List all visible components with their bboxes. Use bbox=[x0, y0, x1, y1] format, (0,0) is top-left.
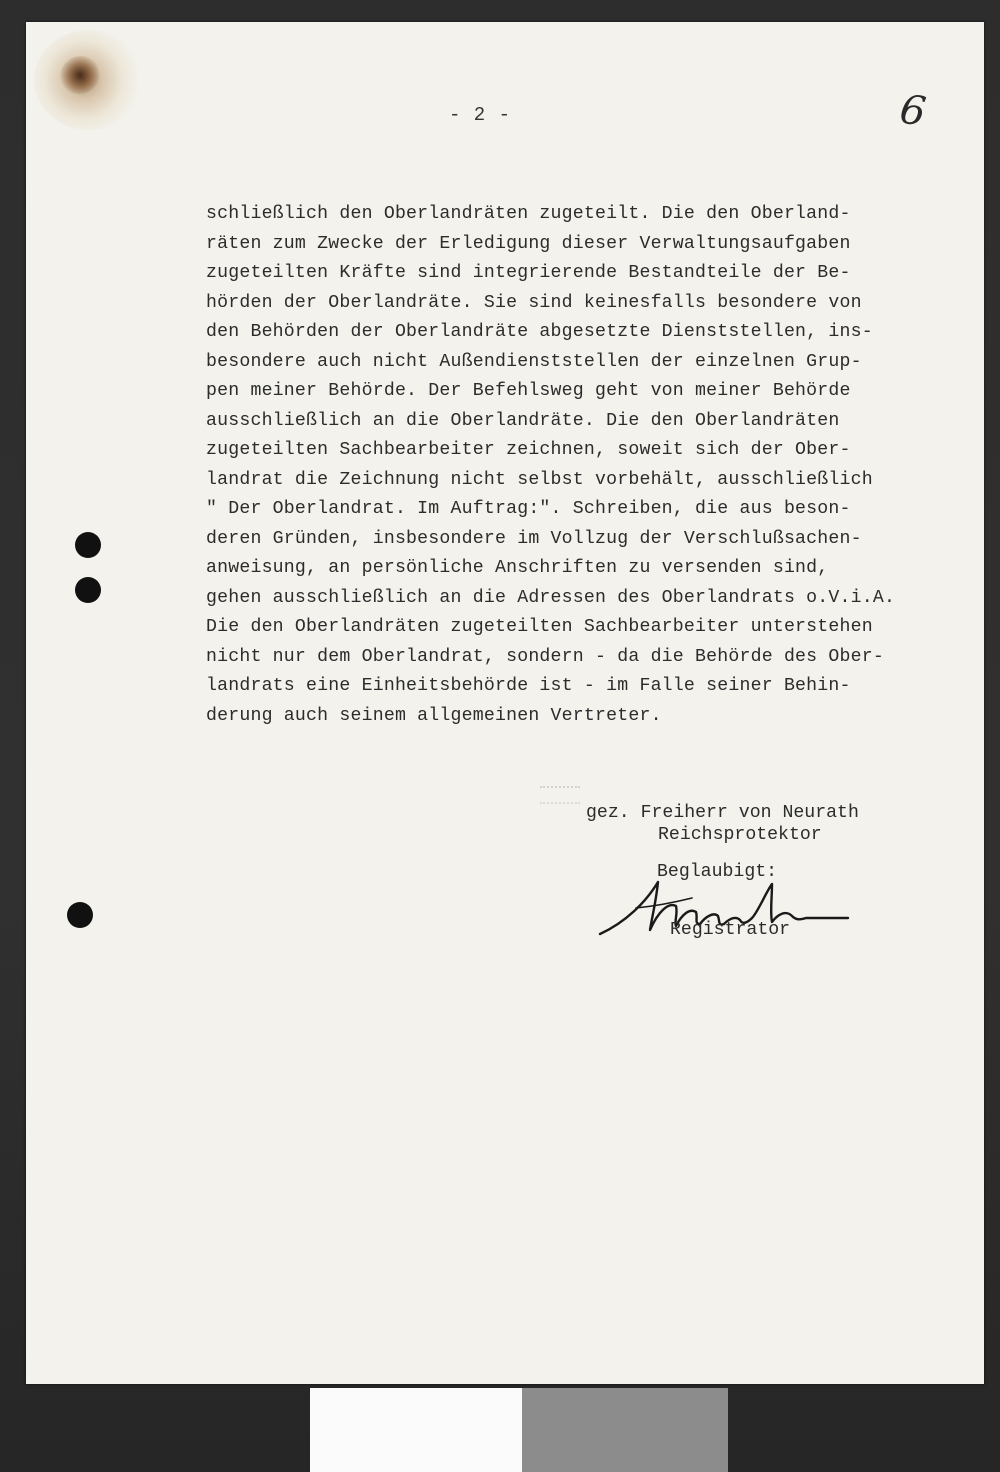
body-line: räten zum Zwecke der Erledigung dieser Verwaltungsaufgaben bbox=[206, 233, 851, 254]
body-line: ausschließlich an die Oberlandräte. Die den Oberlandräten bbox=[206, 410, 840, 431]
color-reference-gray bbox=[522, 1388, 728, 1472]
body-line: zugeteilten Kräfte sind integrierende Bestandteile der Be- bbox=[206, 263, 851, 283]
signature-block bbox=[586, 802, 946, 846]
punch-hole bbox=[67, 902, 93, 928]
body-line: den Behörden der Oberlandräte abgesetzte Dienststellen, ins- bbox=[206, 322, 873, 342]
body-line: landrats eine Einheitsbehörde ist - im Falle seiner Behin- bbox=[206, 676, 851, 696]
body-line: zugeteilten Sachbearbeiter zeichnen, soweit sich der Ober- bbox=[206, 440, 851, 460]
body-line: landrat die Zeichnung nicht selbst vorbehält, ausschließlich bbox=[206, 469, 873, 490]
color-reference-white bbox=[310, 1388, 522, 1472]
body-line: nicht nur dem Oberlandrat, sondern - da die Behörde des Ober- bbox=[206, 646, 884, 667]
signer-title: Reichsprotektor bbox=[658, 825, 822, 845]
body-line: hörden der Oberlandräte. Sie sind keinesfalls besondere von bbox=[206, 292, 862, 313]
body-line: anweisung, an persönliche Anschriften zu versenden sind, bbox=[206, 558, 829, 578]
page-number: - 2 - bbox=[448, 104, 511, 126]
certified-label: Beglaubigt: bbox=[657, 862, 778, 882]
signed-by: gez. Freiherr von Neurath bbox=[586, 803, 859, 823]
body-line: schließlich den Oberlandräten zugeteilt. Die den Oberland- bbox=[206, 204, 851, 224]
punch-hole bbox=[75, 532, 101, 558]
body-line: deren Gründen, insbesondere im Vollzug der Verschlußsachen- bbox=[206, 528, 862, 549]
body-line: Die den Oberlandräten zugeteilten Sachbearbeiter unterstehen bbox=[206, 617, 873, 637]
certifier-title: Registrator bbox=[670, 920, 791, 940]
body-line: derung auch seinem allgemeinen Vertreter. bbox=[206, 705, 662, 726]
punch-hole bbox=[75, 577, 101, 603]
folio-number: 6 bbox=[896, 86, 929, 136]
body-line: pen meiner Behörde. Der Befehlsweg geht von meiner Behörde bbox=[206, 381, 851, 401]
body-line: " Der Oberlandrat. Im Auftrag:". Schreiben, die aus beson- bbox=[206, 499, 851, 519]
body-line: besondere auch nicht Außendienststellen der einzelnen Grup- bbox=[206, 351, 862, 372]
faint-stamp-mark bbox=[540, 786, 580, 804]
body-line: gehen ausschließlich an die Adressen des Oberlandrats o.V.i.A. bbox=[206, 587, 896, 608]
body-text bbox=[206, 200, 966, 731]
